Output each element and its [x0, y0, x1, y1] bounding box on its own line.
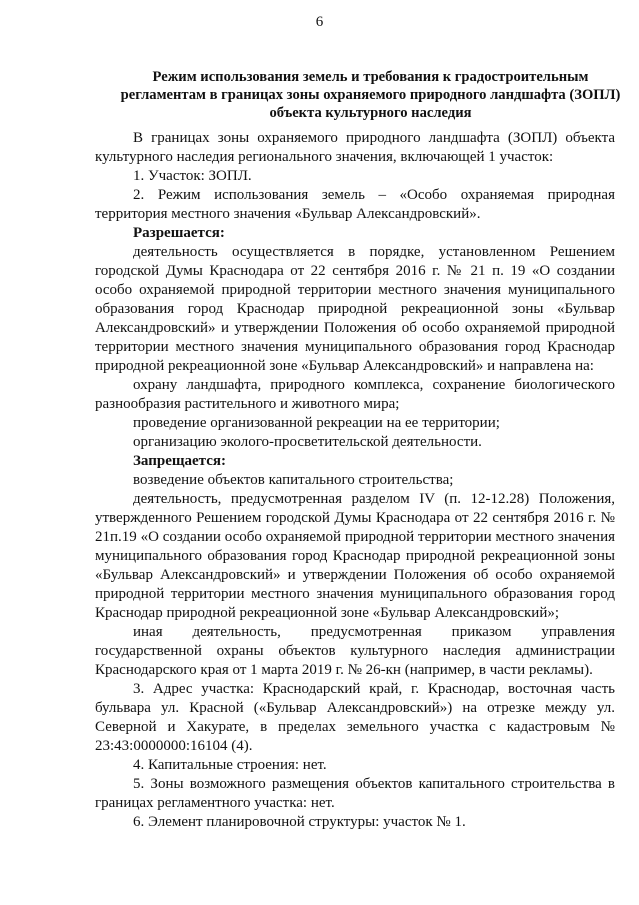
prohibited-item: возведение объектов капитального строительства;: [133, 472, 454, 488]
permitted-item: проведение организованной рекреации на ее территории;: [133, 415, 500, 431]
document-body: [95, 129, 615, 832]
permitted-item: организацию эколого-просветительской деятельности.: [133, 434, 482, 450]
permitted-heading: Разрешается:: [133, 225, 225, 241]
prohibited-item: иная деятельность, предусмотренная приказом управления государственной охраны объектов культурного наследия администрации Краснодарского края от 1 марта 2019 г. № 26-кн (например, в части рекламы).: [95, 624, 615, 678]
land-use-regime-item: 2. Режим использования земель – «Особо охраняемая природная территория местного значения «Бульвар Александровский».: [95, 187, 615, 222]
address-item: 3. Адрес участка: Краснодарский край, г. Краснодар, восточная часть бульвара ул. Красной («Бульвар Александровский») на отрезке между ул. Северной и Хакурате, в пределах земельного участка с кадастровым № 23:43:0000000:16104 (4).: [95, 681, 615, 754]
capital-buildings-item: 4. Капитальные строения: нет.: [133, 757, 327, 773]
prohibited-item: деятельность, предусмотренная разделом IV (п. 12-12.28) Положения, утвержденного Решением городской Думы Краснодара от 22 сентября 2016 г. № 21п.19 «О создании особо охраняемой природной территории местного значения муниципального образования город Краснодар природной рекреационной зоны «Бульвар Александровский» и утверждении Положения об особо охраняемой природной территории местного значения муниципального образования город Краснодар природной рекреационной зоне «Бульвар Александровский»;: [95, 491, 615, 621]
permitted-item: охрану ландшафта, природного комплекса, сохранение биологического разнообразия растительного и животного мира;: [95, 377, 615, 412]
title-line: Режим использования земель и требования к градостроительным: [152, 69, 589, 85]
placement-zones-item: 5. Зоны возможного размещения объектов капитального строительства в границах регламентного участка: нет.: [95, 776, 615, 811]
title-line: регламентам в границах зоны охраняемого природного ландшафта (ЗОПЛ): [120, 87, 621, 103]
permitted-activity-paragraph: деятельность осуществляется в порядке, установленном Решением городской Думы Краснодара от 22 сентября 2016 г. № 21 п. 19 «О создании особо охраняемой природной территории местного значения муниципального образования город Краснодар природной рекреационной зоны «Бульвар Александровский» и утверждении Положения об особо охраняемой природной территории местного значения муниципального образования город Краснодар природной рекреационной зоне «Бульвар Александровский» и направлена на:: [95, 244, 615, 374]
page-number: 6: [315, 14, 324, 30]
prohibited-heading: Запрещается:: [133, 453, 227, 469]
planning-structure-item: 6. Элемент планировочной структуры: участок № 1.: [133, 814, 466, 830]
intro-paragraph: В границах зоны охраняемого природного ландшафта (ЗОПЛ) объекта культурного наследия регионального значения, включающей 1 участок:: [95, 130, 615, 165]
document-title: [118, 68, 623, 122]
title-line: объекта культурного наследия: [269, 105, 472, 121]
plot-item: 1. Участок: ЗОПЛ.: [133, 168, 252, 184]
